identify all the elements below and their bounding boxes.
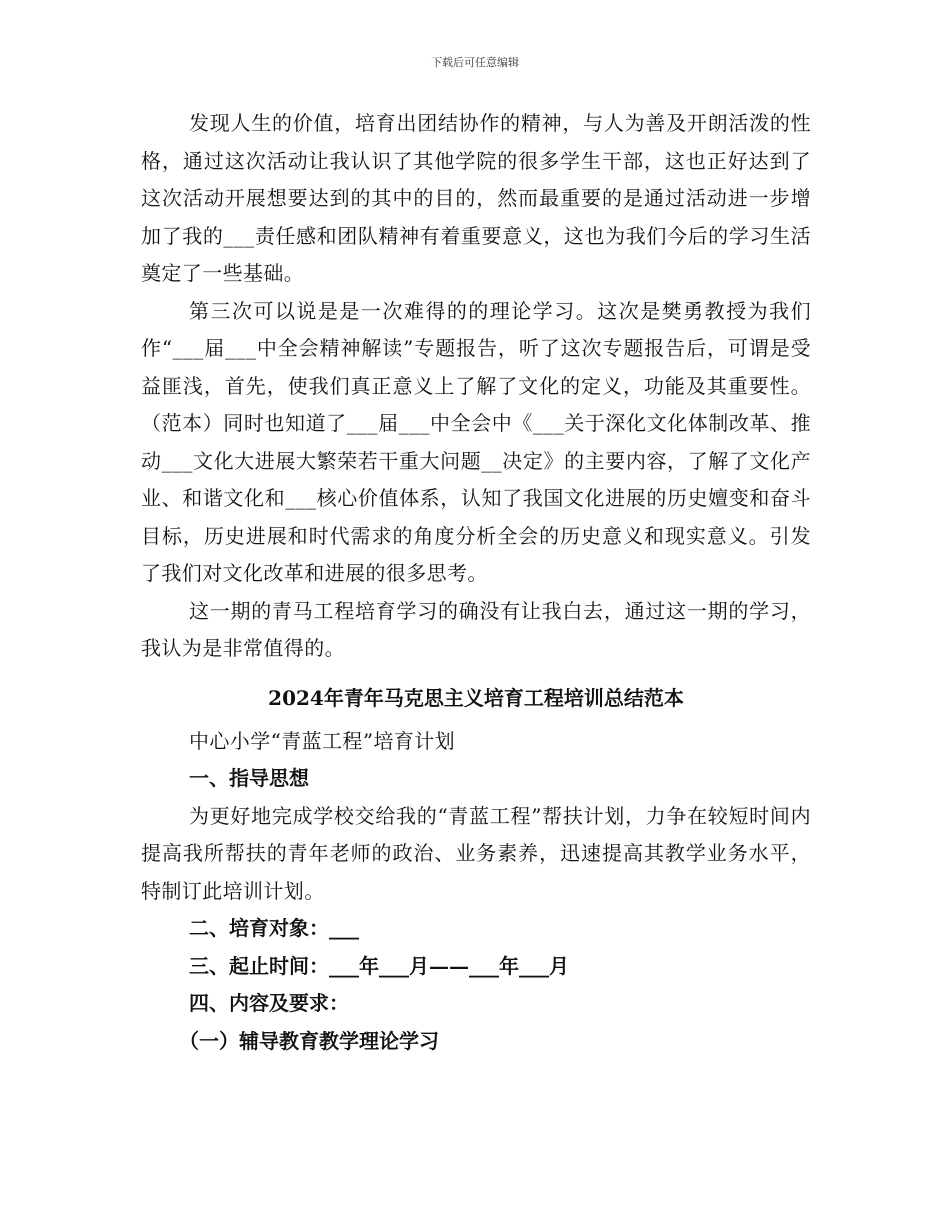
section-heading-guidance: 一、指导思想: [189, 766, 309, 790]
page-header: 下载后可任意编辑: [431, 56, 519, 69]
subsection-heading-theory: （一）辅导教育教学理论学习: [179, 1028, 439, 1053]
document-title: 2024年青年马克思主义培育工程培训总结范本: [268, 685, 684, 710]
paragraph-3: 这一期的青马工程培育学习的确没有让我白去，通过这一期的学习，我认为是非常值得的。: [141, 598, 811, 660]
section-heading-content: 四、内容及要求：: [189, 991, 349, 1015]
paragraph-guidance: 为更好地完成学校交给我的“青蓝工程”帮扶计划，力争在较短时间内提高我所帮扶的青年老师的政治、业务素养，迅速提高其教学业务水平，特制订此培训计划。: [141, 803, 811, 903]
paragraph-1: 发现人生的价值，培育出团结协作的精神，与人为善及开朗活泼的性格，通过这次活动让我认识了其他学院的很多学生干部，这也正好达到了这次活动开展想要达到的其中的目的，然而最重要的是通过活动进一步增加了我的___责任感和团队精神有着重要意义，这也为我们今后的学习生活奠定了一些基础。: [141, 111, 811, 285]
plan-subtitle: 中心小学“青蓝工程”培育计划: [189, 728, 456, 753]
section-heading-period: 三、起止时间：___年___月——___年___月: [189, 953, 569, 978]
paragraph-2: 第三次可以说是是一次难得的的理论学习。这次是樊勇教授为我们作“___届___中全会精神解读”专题报告，听了这次专题报告后，可谓是受益匪浅，首先，使我们真正意义上了解了文化的定义，功能及其重要性。（范本）同时也知道了___届___中全会中《___关于深化文化体制改革、推动___文化大进展大繁荣若干重大问题__决定》的主要内容，了解了文化产业、和谐文化和___核心价值体系，认知了我国文化进展的历史嬗变和奋斗目标，历史进展和时代需求的角度分析全会的历史意义和现实意义。引发了我们对文化改革和进展的很多思考。: [141, 298, 811, 585]
document-body: [141, 105, 811, 1060]
section-heading-target: 二、培育对象：___: [189, 916, 359, 940]
